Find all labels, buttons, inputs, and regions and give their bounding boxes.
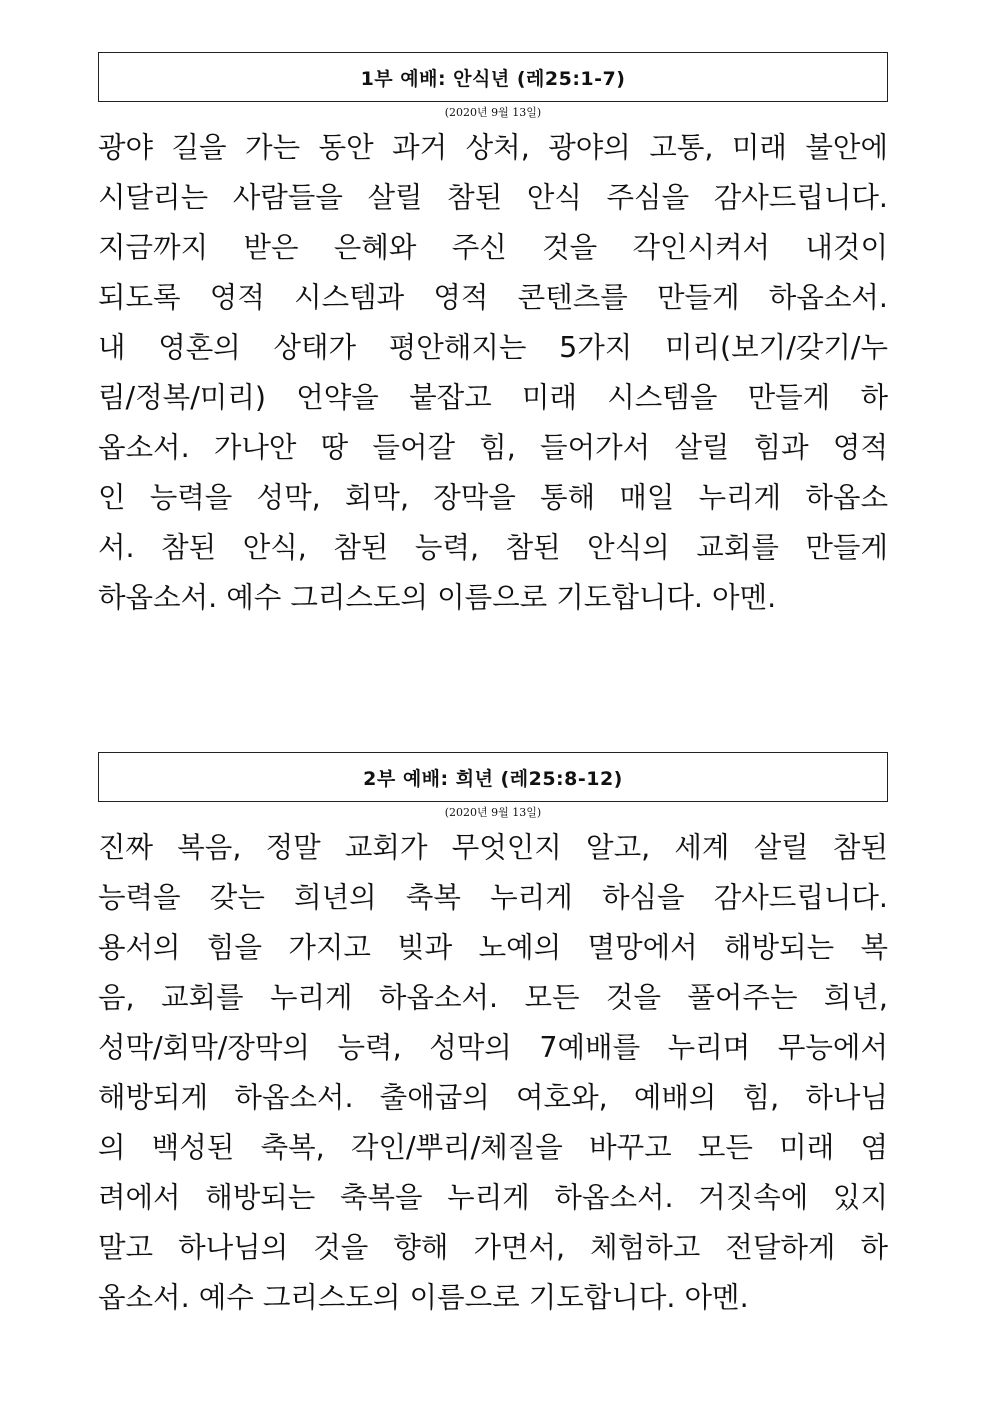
- prayer-line: 려에서 해방되는 축복을 누리게 하옵소서. 거짓속에 있지: [98, 1181, 888, 1214]
- prayer-line: 의 백성된 축복, 각인/뿌리/체질을 바꾸고 모든 미래 염: [98, 1131, 888, 1164]
- prayer-line: 내 영혼의 상태가 평안해지는 5가지 미리(보기/갖기/누: [98, 331, 888, 364]
- prayer-line: 서. 참된 안식, 참된 능력, 참된 안식의 교회를 만들게: [98, 531, 888, 564]
- section-date: (2020년 9월 13일): [444, 106, 542, 119]
- prayer-line: 진짜 복음, 정말 교회가 무엇인지 알고, 세계 살릴 참된: [98, 831, 888, 864]
- prayer-line: 말고 하나님의 것을 향해 가면서, 체험하고 전달하게 하: [98, 1231, 888, 1264]
- service-section-1: [98, 52, 888, 623]
- prayer-line: 해방되게 하옵소서. 출애굽의 여호와, 예배의 힘, 하나님: [98, 1081, 888, 1114]
- service-section-2: [98, 752, 888, 1323]
- prayer-line: 용서의 힘을 가지고 빚과 노예의 멸망에서 해방되는 복: [98, 931, 888, 964]
- prayer-line: 지금까지 받은 은혜와 주신 것을 각인시켜서 내것이: [98, 231, 888, 264]
- prayer-line: 성막/회막/장막의 능력, 성막의 7예배를 누리며 무능에서: [98, 1031, 888, 1064]
- section-title-box: [98, 752, 888, 802]
- section-title: 1부 예배: 안식년 (레25:1-7): [360, 67, 626, 90]
- prayer-line: 옵소서. 예수 그리스도의 이름으로 기도합니다. 아멘.: [98, 1281, 749, 1314]
- section-title-box: [98, 52, 888, 102]
- section-date: (2020년 9월 13일): [444, 806, 542, 819]
- prayer-line: 광야 길을 가는 동안 과거 상처, 광야의 고통, 미래 불안에: [98, 131, 888, 164]
- prayer-line: 옵소서. 가나안 땅 들어갈 힘, 들어가서 살릴 힘과 영적: [98, 431, 888, 464]
- prayer-line: 음, 교회를 누리게 하옵소서. 모든 것을 풀어주는 희년,: [98, 981, 888, 1014]
- prayer-line: 림/정복/미리) 언약을 붙잡고 미래 시스템을 만들게 하: [98, 381, 888, 414]
- prayer-line: 시달리는 사람들을 살릴 참된 안식 주심을 감사드립니다.: [98, 181, 888, 214]
- prayer-line: 되도록 영적 시스템과 영적 콘텐츠를 만들게 하옵소서.: [98, 281, 888, 314]
- prayer-line: 능력을 갖는 희년의 축복 누리게 하심을 감사드립니다.: [98, 881, 888, 914]
- prayer-text: [98, 123, 888, 623]
- prayer-line: 인 능력을 성막, 회막, 장막을 통해 매일 누리게 하옵소: [98, 481, 888, 514]
- section-title: 2부 예배: 희년 (레25:8-12): [363, 767, 623, 790]
- prayer-text: [98, 823, 888, 1323]
- prayer-line: 하옵소서. 예수 그리스도의 이름으로 기도합니다. 아멘.: [98, 581, 777, 614]
